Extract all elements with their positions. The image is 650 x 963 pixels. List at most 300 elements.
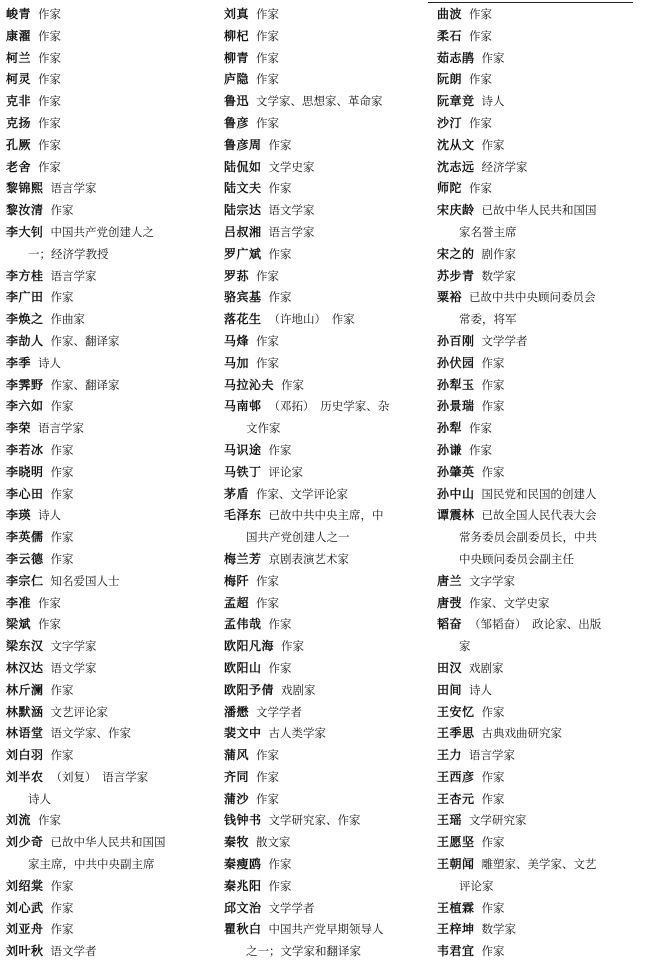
index-entry — [224, 287, 429, 309]
index-entry — [6, 157, 216, 179]
entry-name: 宋庆龄 — [437, 203, 475, 218]
entry-name: 王朝闻 — [437, 857, 475, 872]
entry-description: 数学家 — [481, 268, 517, 283]
entry-description: 已故全国人民代表大会 — [481, 508, 597, 523]
index-entry — [437, 396, 648, 418]
index-entry — [437, 178, 648, 200]
entry-name: 刘亚舟 — [6, 922, 44, 937]
entry-name: 马南邨 — [224, 399, 262, 414]
entry-description-continued: 家名誉主席 — [459, 224, 517, 239]
entry-description: 作家 — [256, 791, 280, 806]
top-rule — [428, 2, 633, 3]
entry-description: 语文学家 — [268, 203, 315, 218]
entry-name: 孙伏园 — [437, 355, 475, 370]
index-entry — [437, 375, 648, 397]
index-entry — [6, 440, 216, 462]
index-entry — [6, 571, 216, 593]
entry-description: 作家 — [38, 50, 62, 65]
index-entry — [224, 375, 429, 397]
entry-name: 钱钟书 — [224, 813, 262, 828]
entry-description: 文学学者 — [256, 704, 303, 719]
index-entry — [6, 26, 216, 48]
entry-description: 作家、翻译家 — [50, 377, 120, 392]
entry-name: 罗荪 — [224, 268, 250, 283]
entry-description: 作家 — [50, 551, 74, 566]
index-entry — [6, 680, 216, 702]
entry-name: 克扬 — [6, 115, 32, 130]
entry-name: 孙景瑞 — [437, 399, 475, 414]
index-entry — [224, 549, 429, 571]
index-entry — [224, 876, 429, 898]
index-entry — [224, 91, 429, 113]
index-entry — [437, 702, 648, 724]
entry-description: 中国共产党创建人之 — [50, 224, 155, 239]
index-entry — [437, 135, 648, 157]
entry-description: （许地山） 作家 — [268, 312, 355, 327]
entry-description: 作家 — [50, 290, 74, 305]
entry-description: 作家 — [38, 159, 62, 174]
entry-description: 作家 — [38, 595, 62, 610]
entry-description-continued: 家主席，中共中央副主席 — [28, 857, 155, 872]
entry-name: 韦君宜 — [437, 944, 475, 959]
index-entry — [437, 614, 648, 658]
entry-description: 作家 — [256, 769, 280, 784]
entry-description: 文学研究家、作家 — [268, 813, 361, 828]
index-entry — [6, 178, 216, 200]
entry-description: 语言学家 — [469, 748, 516, 763]
entry-description: 作家 — [281, 377, 305, 392]
entry-name: 林汉达 — [6, 660, 44, 675]
entry-description: 文学学者 — [481, 333, 528, 348]
entry-description: 作家 — [481, 137, 505, 152]
index-entry — [6, 876, 216, 898]
entry-description: 文艺评论家 — [50, 704, 109, 719]
entry-name: 柔石 — [437, 28, 463, 43]
index-entry — [437, 353, 648, 375]
index-entry — [437, 680, 648, 702]
index-entry — [6, 135, 216, 157]
index-entry — [224, 244, 429, 266]
entry-name: 王安忆 — [437, 704, 475, 719]
entry-description: 作家 — [481, 399, 505, 414]
index-entry — [6, 462, 216, 484]
entry-name: 田汉 — [437, 660, 463, 675]
entry-description: 作家 — [38, 28, 62, 43]
index-entry — [437, 767, 648, 789]
entry-name: 李六如 — [6, 399, 44, 414]
entry-name: 马烽 — [224, 333, 250, 348]
entry-description: 文学史家 — [268, 159, 315, 174]
index-entry — [224, 309, 429, 331]
entry-name: 孔厥 — [6, 137, 32, 152]
entry-description: 作家 — [268, 181, 292, 196]
entry-description: 作家 — [481, 464, 505, 479]
entry-name: 克非 — [6, 94, 32, 109]
entry-name: 柳青 — [224, 50, 250, 65]
entry-name: 孙谦 — [437, 442, 463, 457]
entry-description: 作家 — [481, 50, 505, 65]
index-entry — [437, 941, 648, 963]
entry-name: 孙犁玉 — [437, 377, 475, 392]
entry-description: 作家 — [481, 791, 505, 806]
entry-description-continued: 一；经济学教授 — [28, 246, 109, 261]
entry-name: 阮章竞 — [437, 94, 475, 109]
entry-description: 作家 — [38, 72, 62, 87]
entry-description: 语文学家 — [50, 660, 97, 675]
entry-description: 作家 — [256, 333, 280, 348]
entry-description: 作曲家 — [50, 312, 86, 327]
entry-name: 李若冰 — [6, 442, 44, 457]
index-entry — [6, 614, 216, 636]
entry-name: 刘叶秋 — [6, 944, 44, 959]
index-entry — [224, 200, 429, 222]
entry-name: 柯兰 — [6, 50, 32, 65]
entry-description-continued: 国共产党创建人之一 — [246, 530, 350, 545]
entry-description: （刘复） 语言学家 — [50, 769, 149, 784]
entry-name: 毛泽东 — [224, 508, 262, 523]
index-entry — [6, 723, 216, 745]
index-entry — [6, 266, 216, 288]
entry-name: 李宗仁 — [6, 573, 44, 588]
entry-name: 陆侃如 — [224, 159, 262, 174]
index-entry — [6, 658, 216, 680]
entry-description: 作家 — [256, 115, 280, 130]
index-entry — [437, 48, 648, 70]
index-entry — [224, 854, 429, 876]
entry-description: 作家 — [481, 704, 505, 719]
entry-name: 李心田 — [6, 486, 44, 501]
entry-name: 柳杞 — [224, 28, 250, 43]
index-entry — [224, 353, 429, 375]
index-entry — [437, 331, 648, 353]
entry-description: 作家 — [50, 464, 74, 479]
index-entry — [6, 898, 216, 920]
entry-description: 文学研究家 — [469, 813, 527, 828]
entry-description: 作家 — [268, 290, 292, 305]
entry-name: 邱文治 — [224, 900, 262, 915]
entry-name: 老舍 — [6, 159, 32, 174]
entry-description: 数学家 — [481, 922, 517, 937]
index-entry — [437, 418, 648, 440]
index-entry — [6, 287, 216, 309]
column-2 — [224, 4, 429, 963]
entry-name: 李季 — [6, 355, 32, 370]
index-entry — [437, 658, 648, 680]
entry-description: 作家 — [256, 595, 280, 610]
entry-name: 李霁野 — [6, 377, 44, 392]
index-entry — [224, 636, 429, 658]
entry-description: 语文学家、作家 — [50, 726, 132, 741]
entry-description: 作家 — [256, 268, 280, 283]
entry-description: 语言学家 — [38, 421, 85, 436]
entry-description: 作家 — [38, 115, 62, 130]
entry-description: 作家 — [38, 94, 62, 109]
entry-name: 李英儒 — [6, 530, 44, 545]
index-entry — [6, 353, 216, 375]
entry-name: 梅兰芳 — [224, 551, 262, 566]
entry-name: 刘少奇 — [6, 835, 44, 850]
entry-description: 作家 — [268, 137, 292, 152]
entry-description: 文学家、思想家、革命家 — [256, 94, 383, 109]
index-entry — [6, 48, 216, 70]
entry-name: 鲁彦周 — [224, 137, 262, 152]
entry-name: 瞿秋白 — [224, 922, 262, 937]
entry-description: 语言学家 — [268, 224, 315, 239]
index-entry — [224, 680, 429, 702]
entry-description: 作家 — [38, 7, 62, 21]
entry-description: 作家 — [50, 748, 74, 763]
index-entry — [6, 505, 216, 527]
entry-description: 作家 — [281, 639, 305, 654]
index-entry — [6, 941, 216, 963]
entry-description: 作家 — [256, 573, 280, 588]
column-1 — [6, 4, 216, 963]
entry-name: 陆宗达 — [224, 203, 262, 218]
entry-description: 作家、翻译家 — [50, 333, 120, 348]
entry-description: 作家 — [481, 835, 505, 850]
entry-description: 散文家 — [256, 835, 291, 850]
entry-name: 潘懋 — [224, 704, 250, 719]
index-entry — [224, 614, 429, 636]
index-entry — [6, 309, 216, 331]
entry-description: 作家 — [469, 7, 493, 21]
entry-name: 马铁丁 — [224, 464, 262, 479]
entry-description: 作家 — [256, 355, 280, 370]
entry-description: 古典戏曲研究家 — [481, 726, 563, 741]
index-entry — [6, 418, 216, 440]
index-entry — [6, 745, 216, 767]
index-entry — [224, 593, 429, 615]
column-3 — [437, 4, 648, 963]
entry-name: 谭震林 — [437, 508, 475, 523]
entry-description: 中国共产党早期领导人 — [268, 922, 384, 937]
entry-name: 峻青 — [6, 7, 32, 21]
entry-description: 语言学家 — [50, 268, 97, 283]
index-entry — [6, 331, 216, 353]
entry-description: 文字学家 — [50, 639, 97, 654]
entry-description: 作家 — [256, 748, 280, 763]
entry-description: 作家 — [268, 857, 292, 872]
index-entry — [437, 91, 648, 113]
entry-name: 庐隐 — [224, 72, 250, 87]
entry-name: 李荣 — [6, 421, 32, 436]
entry-name: 梁东汉 — [6, 639, 44, 654]
index-entry — [6, 593, 216, 615]
index-entry — [6, 200, 216, 222]
entry-name: 蒲风 — [224, 748, 250, 763]
entry-description: 作家 — [50, 203, 74, 218]
index-entry — [437, 69, 648, 91]
index-entry — [6, 484, 216, 506]
index-entry — [224, 484, 429, 506]
entry-name: 黎锦熙 — [6, 181, 44, 196]
entry-description: 作家 — [481, 769, 505, 784]
entry-name: 梅阡 — [224, 573, 250, 588]
entry-description: 戏剧家 — [281, 682, 316, 697]
entry-name: 曲波 — [437, 7, 463, 21]
entry-description: 作家 — [268, 878, 292, 893]
index-entry — [6, 91, 216, 113]
entry-name: 沈从文 — [437, 137, 475, 152]
entry-description: 作家 — [256, 50, 280, 65]
entry-description: 作家 — [469, 421, 493, 436]
index-entry — [6, 832, 216, 876]
entry-name: 李准 — [6, 595, 32, 610]
index-entry — [224, 69, 429, 91]
index-entry — [224, 571, 429, 593]
entry-description: 作家 — [268, 617, 292, 632]
entry-description: 作家 — [469, 72, 493, 87]
entry-name: 马拉沁夫 — [224, 377, 275, 392]
index-entry — [6, 222, 216, 266]
entry-name: 李广田 — [6, 290, 44, 305]
entry-name: 王杏元 — [437, 791, 475, 806]
entry-description: 文学学者 — [268, 900, 315, 915]
entry-description: 作家 — [38, 137, 62, 152]
entry-name: 宋之的 — [437, 246, 475, 261]
entry-name: 落花生 — [224, 312, 262, 327]
entry-description: （邹韬奋） 政论家、出版 — [469, 617, 602, 632]
entry-name: 刘真 — [224, 7, 250, 21]
index-entry — [437, 484, 648, 506]
entry-description: 雕塑家、美学家、文艺 — [481, 857, 597, 872]
index-entry — [224, 462, 429, 484]
index-entry — [224, 331, 429, 353]
index-entry — [224, 505, 429, 549]
entry-name: 陆文夫 — [224, 181, 262, 196]
entry-description-continued: 诗人 — [28, 791, 51, 806]
entry-name: 康濯 — [6, 28, 32, 43]
entry-name: 粟裕 — [437, 290, 463, 305]
entry-description-continued: 中央顾问委员会副主任 — [459, 551, 574, 566]
entry-description: 诗人 — [469, 682, 493, 697]
entry-description: 语言学家 — [50, 181, 97, 196]
entry-name: 林斤澜 — [6, 682, 44, 697]
entry-description: 作家、文学评论家 — [256, 486, 349, 501]
entry-name: 孙肇英 — [437, 464, 475, 479]
entry-name: 王愿坚 — [437, 835, 475, 850]
entry-description: 作家 — [38, 617, 62, 632]
entry-name: 刘流 — [6, 813, 32, 828]
index-entry — [437, 287, 648, 331]
entry-name: 王力 — [437, 748, 463, 763]
index-entry — [224, 4, 429, 26]
entry-name: 刘心武 — [6, 900, 44, 915]
index-entry — [437, 898, 648, 920]
entry-description: 经济学家 — [481, 159, 528, 174]
entry-name: 秦瘦鸥 — [224, 857, 262, 872]
index-entry — [437, 919, 648, 941]
entry-description: 戏剧家 — [469, 660, 504, 675]
entry-description: 已故中共中央顾问委员会 — [469, 290, 596, 305]
index-entry — [437, 723, 648, 745]
index-entry — [6, 767, 216, 811]
index-entry — [224, 113, 429, 135]
entry-description: 作家 — [268, 442, 292, 457]
index-entry — [224, 919, 429, 963]
entry-description: 作家 — [256, 72, 280, 87]
entry-name: 王植霖 — [437, 900, 475, 915]
entry-name: 孙中山 — [437, 486, 475, 501]
entry-name: 吕叔湘 — [224, 224, 262, 239]
entry-description: 作家 — [50, 486, 74, 501]
entry-description: 已故中华人民共和国国 — [481, 203, 597, 218]
entry-description-continued: 之一；文学家和翻译家 — [246, 944, 361, 959]
index-entry — [437, 440, 648, 462]
entry-name: 欧阳予倩 — [224, 682, 275, 697]
entry-description: 作家 — [469, 115, 493, 130]
index-entry — [6, 4, 216, 26]
index-entry — [437, 810, 648, 832]
index-entry — [6, 919, 216, 941]
entry-name: 鲁迅 — [224, 94, 250, 109]
entry-description: 诗人 — [38, 355, 62, 370]
entry-name: 李大钊 — [6, 224, 44, 239]
entry-description: 作家 — [50, 900, 74, 915]
index-entry — [6, 69, 216, 91]
index-entry — [437, 200, 648, 244]
entry-name: 阮朗 — [437, 72, 463, 87]
entry-description: 作家 — [256, 7, 280, 21]
entry-description: 国民党和民国的创建人 — [481, 486, 597, 501]
entry-name: 田间 — [437, 682, 463, 697]
index-entry — [437, 745, 648, 767]
index-entry — [224, 723, 429, 745]
entry-name: 师陀 — [437, 181, 463, 196]
entry-description: 作家 — [50, 682, 74, 697]
index-entry — [437, 462, 648, 484]
entry-name: 李劼人 — [6, 333, 44, 348]
index-entry — [224, 789, 429, 811]
index-entry — [437, 244, 648, 266]
entry-name: 李瑛 — [6, 508, 32, 523]
index-entry — [6, 810, 216, 832]
index-entry — [224, 135, 429, 157]
index-entry — [224, 810, 429, 832]
entry-description: 作家 — [50, 442, 74, 457]
index-entry — [6, 702, 216, 724]
index-entry — [6, 636, 216, 658]
index-entry — [224, 440, 429, 462]
entry-name: 柯灵 — [6, 72, 32, 87]
entry-name: 黎汝清 — [6, 203, 44, 218]
entry-name: 马加 — [224, 355, 250, 370]
entry-description: 作家 — [268, 660, 292, 675]
entry-description: 诗人 — [481, 94, 505, 109]
entry-name: 骆宾基 — [224, 290, 262, 305]
entry-name: 鲁彦 — [224, 115, 250, 130]
entry-name: 欧阳山 — [224, 660, 262, 675]
entry-name: 苏步青 — [437, 268, 475, 283]
entry-description: 作家 — [50, 530, 74, 545]
index-entry — [437, 4, 648, 26]
entry-name: 唐弢 — [437, 595, 463, 610]
index-entry — [224, 658, 429, 680]
index-entry — [224, 898, 429, 920]
entry-name: 刘半农 — [6, 769, 44, 784]
entry-name: 孙百刚 — [437, 333, 475, 348]
entry-description: 作家 — [256, 28, 280, 43]
entry-name: 林语堂 — [6, 726, 44, 741]
entry-description: 古人类学家 — [268, 726, 327, 741]
entry-name: 王梓坤 — [437, 922, 475, 937]
entry-name: 孟伟哉 — [224, 617, 262, 632]
entry-description: 作家 — [481, 355, 505, 370]
entry-description: 语文学者 — [50, 944, 97, 959]
entry-description-continued: 家 — [459, 639, 471, 654]
index-entry — [437, 789, 648, 811]
index-entry — [224, 767, 429, 789]
